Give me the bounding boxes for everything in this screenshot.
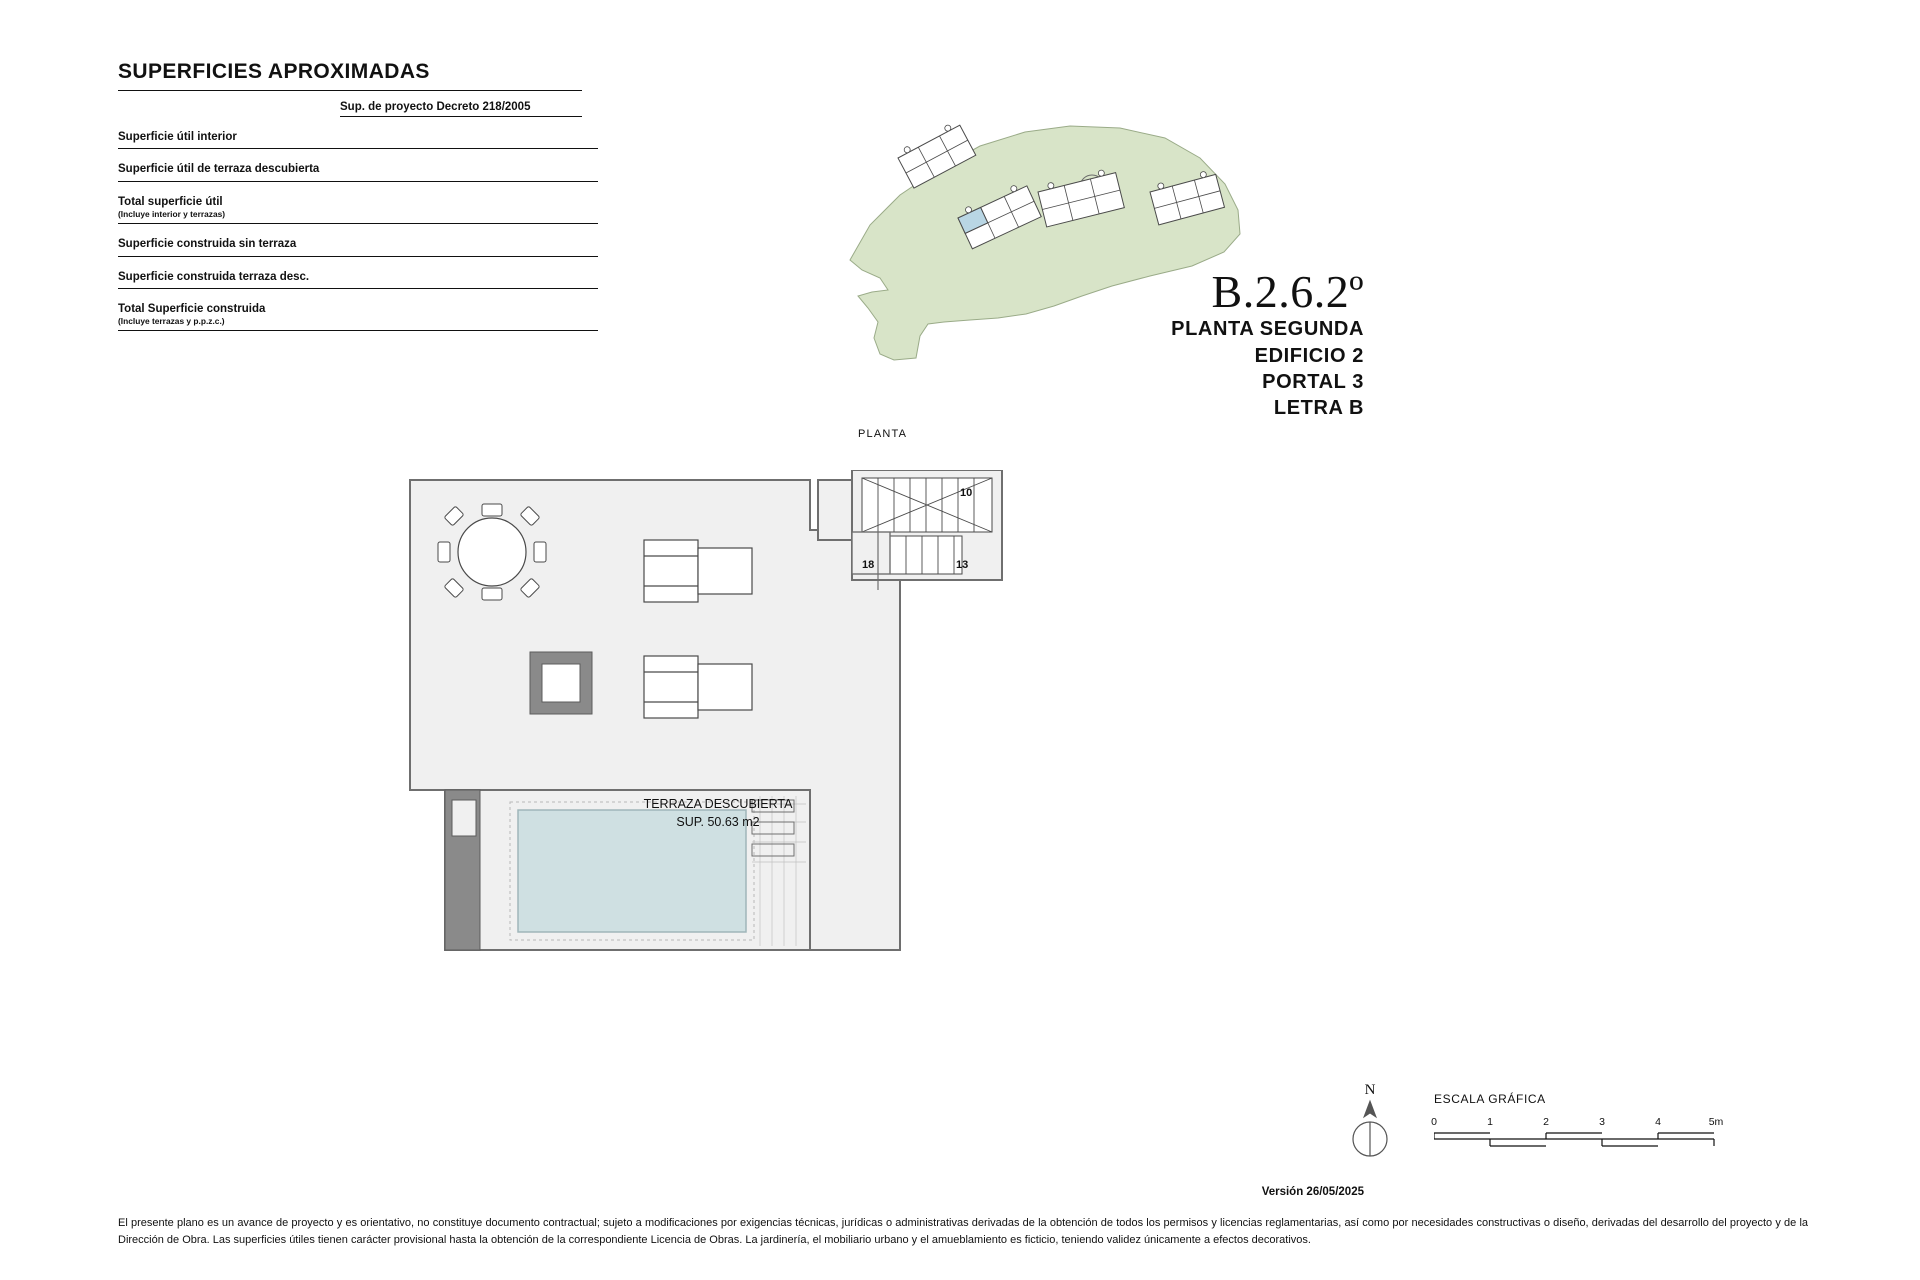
site-key-plan	[820, 110, 1280, 390]
surface-underline	[118, 256, 598, 257]
surface-label: Total superficie útil	[118, 195, 223, 208]
keyplan-label: PLANTA	[858, 428, 908, 440]
scale-bar-graphic	[1434, 1131, 1734, 1153]
surface-note: (Incluye terrazas y p.p.z.c.)	[118, 316, 225, 327]
surface-row	[118, 162, 598, 181]
surface-row	[118, 130, 598, 149]
surface-underline	[118, 288, 598, 289]
surfaces-legend	[118, 60, 598, 331]
north-arrow-icon	[1340, 1099, 1400, 1163]
surface-row	[118, 270, 598, 289]
terrace-caption	[618, 795, 818, 831]
version-label: Versión 26/05/2025	[1261, 1186, 1364, 1198]
letter-label: LETRA B	[1273, 397, 1364, 420]
scale-tick-3: 3	[1599, 1116, 1605, 1128]
sun-lounger-2	[644, 656, 752, 718]
sun-lounger-1	[644, 540, 752, 602]
surface-label: Superficie construida terraza desc.	[118, 270, 310, 283]
legal-disclaimer: El presente plano es un avance de proyecto y es orientativo, no constituye documento contractual; sujeto a modificaciones por exigencias técnicas, jurídicas o administrativas derivadas de la obtención de todos los permisos y licencias reglamentarias, así como por necesidades constructivas o diseño, derivadas del desarrollo del proyecto y de la Dirección de Obra. Las superficies útiles tienen carácter provisional hasta la obtención de la correspondiente Licencia de Obras. La jardinería, el mobiliario urbano y el amueblamiento es ficticio, teniendo validez únicamente a efectos decorativos.	[118, 1217, 1808, 1247]
scale-tick-5: 5m	[1708, 1116, 1724, 1128]
surface-underline	[118, 148, 598, 149]
room-number-18: 18	[862, 559, 875, 571]
surfaces-title-rule	[118, 90, 582, 91]
scale-tick-0: 0	[1431, 1116, 1437, 1128]
surface-note: (Incluye interior y terrazas)	[118, 209, 226, 220]
room-number-10: 10	[960, 487, 973, 499]
surfaces-title: SUPERFICIES APROXIMADAS	[118, 60, 430, 83]
floor-label: PLANTA SEGUNDA	[1171, 318, 1364, 341]
terrace-name: TERRAZA DESCUBIERTA	[643, 797, 793, 811]
surface-underline	[118, 223, 598, 224]
unit-code: B.2.6.2º	[1211, 266, 1364, 317]
portal-label: PORTAL 3	[1262, 371, 1364, 394]
surface-underline	[118, 181, 598, 182]
scale-tick-2: 2	[1543, 1116, 1549, 1128]
surface-row	[118, 237, 598, 256]
surface-row	[118, 195, 598, 224]
scale-title: ESCALA GRÁFICA	[1434, 1092, 1546, 1106]
floor-plan	[400, 470, 1160, 1070]
surface-label: Superficie útil de terraza descubierta	[118, 163, 320, 176]
surfaces-subtitle: Sup. de proyecto Decreto 218/2005	[340, 101, 531, 113]
scale-numbers	[1431, 1116, 1804, 1130]
scale-ticks	[1431, 1116, 1804, 1150]
scale-tick-1: 1	[1487, 1116, 1493, 1128]
surface-underline	[118, 330, 598, 331]
room-number-13: 13	[956, 559, 969, 571]
floor-plan-svg	[400, 470, 1160, 1070]
building-label: EDIFICIO 2	[1254, 344, 1364, 367]
site-key-plan-svg	[820, 110, 1280, 390]
surface-label: Superficie útil interior	[118, 131, 237, 143]
graphic-scale	[1431, 1092, 1804, 1150]
surfaces-subtitle-rule	[340, 116, 582, 117]
scale-tick-4: 4	[1655, 1116, 1661, 1128]
north-letter: N	[1364, 1082, 1376, 1098]
north-indicator	[1340, 1082, 1400, 1168]
planter-box	[530, 652, 592, 714]
surface-row	[118, 302, 598, 331]
terrace-area: SUP. 50.63 m2	[676, 815, 760, 830]
surface-label: Total Superficie construida	[118, 302, 266, 315]
surface-label: Superficie construida sin terraza	[118, 238, 297, 251]
wall-opening	[452, 800, 476, 836]
